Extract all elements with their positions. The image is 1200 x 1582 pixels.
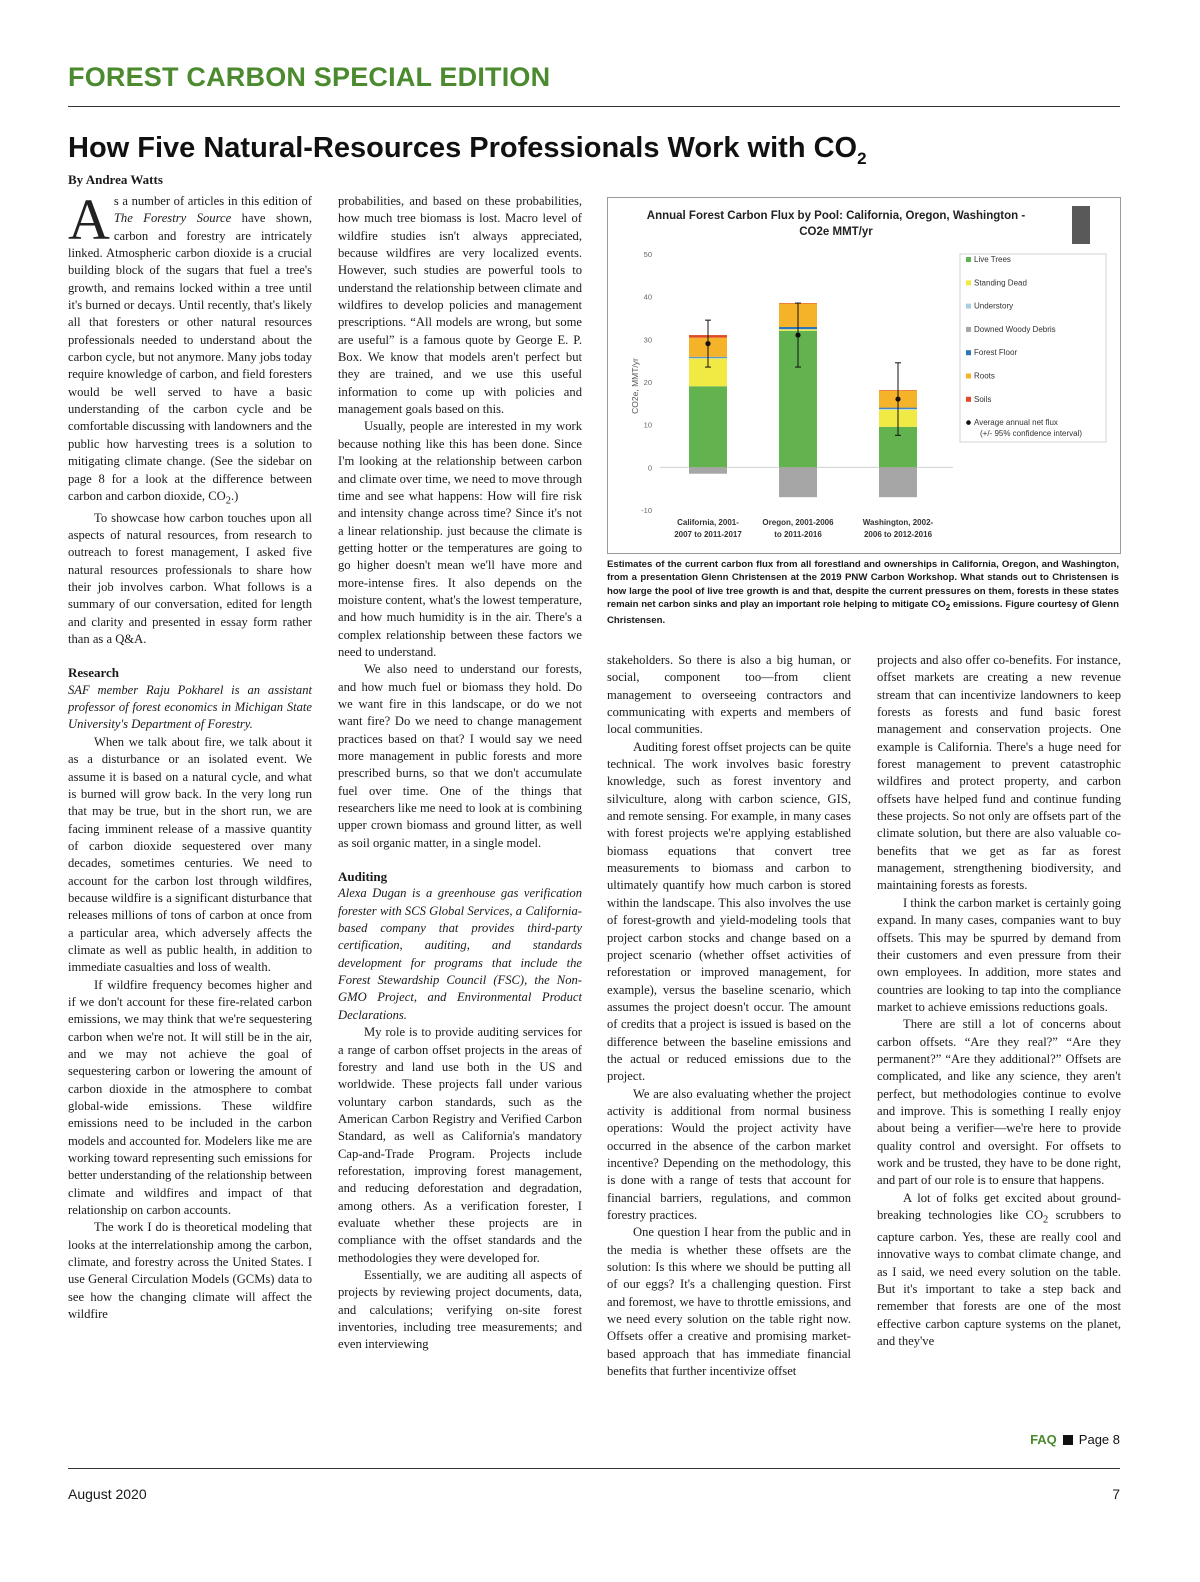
square-bullet-icon: [1063, 1435, 1073, 1445]
x-category-label: Washington, 2002-: [862, 518, 934, 527]
header-rule: [68, 106, 1120, 107]
intro-text-a: s a number of articles in this edition of: [113, 194, 312, 208]
caption-text-b: emissions. Figure courtesy of Glenn Christensen.: [607, 598, 1119, 627]
intro-text-end: .): [230, 488, 239, 503]
paragraph: I think the carbon market is certainly going expand. In many cases, companies want to buy offsets. This may be spurred by demand from their customers and even pressure from their own employees. In addition, more states and countries are looking to tap into the compliance market to achieve emissions reductions goals.: [877, 895, 1121, 1014]
net-flux-point: [895, 396, 900, 401]
title-text: How Five Natural-Resources Professionals Work with CO: [68, 132, 858, 164]
auditing-intro: Alexa Dugan is a greenhouse gas verification forester with SCS Global Services, a California-based company that provides third-party certification, auditing, and standards development for programs that include the Forest Stewardship Council (FSC), the Non-GMO Project, and Environmental Product Declarations.: [338, 886, 582, 1022]
paragraph: My role is to provide auditing services for a range of carbon offset projects in the areas of forestry and land use both in the US and worldwide. These projects fall under various voluntary carbon standards, such as the American Carbon Registry and Verified Carbon Standard, as well as California's mandatory Cap-and-Trade Program. Projects include reforestation, improving forest management, and reducing deforestation and degradation, among others. As a verification forester, I evaluate whether these projects are in compliance with the offset standards and the methodologies they were developed for.: [338, 1025, 582, 1265]
y-tick-label: 20: [643, 378, 652, 387]
legend-label: Understory: [974, 301, 1014, 311]
x-category-label: 2006 to 2012-2016: [863, 530, 933, 539]
legend-label: Roots: [974, 371, 995, 381]
text-b: scrubbers to capture carbon. Yes, these are really cool and innovative ways to combat climate change, and as I said, we need every solution on the table. But it's important to take a step back and remember that forests are one of the most effective carbon capture systems on the planet, and they've: [877, 1208, 1121, 1348]
legend-label: Downed Woody Debris: [974, 324, 1056, 334]
intro-subscript: 2: [225, 495, 231, 507]
y-tick-label: 0: [647, 463, 652, 473]
x-category-label: Oregon, 2001-2006: [762, 518, 834, 527]
legend-label: Forest Floor: [974, 348, 1018, 358]
x-category-label: to 2011-2016: [774, 530, 822, 539]
legend-swatch: [966, 374, 971, 379]
research-intro: SAF member Raju Pokharel is an assistant professor of forest economics in Michigan State University's Department of Forestry.: [68, 682, 312, 732]
paragraph: We also need to understand our forests, and how much fuel or biomass they hold. Do we want fire in this landscape, or do we not want fire? Do we need to change management practices based on that? I would say we need more management in public forests and more prescribed burns, so that we don't accumulate fuel over time. One of the things that researchers like me need to look at is combining upper crown biomass and ground litter, as well as soil organic matter, in a single model.: [338, 662, 582, 850]
legend-swatch: [966, 257, 971, 262]
chart-figure: [607, 197, 1121, 554]
chart-caption: [607, 558, 1119, 627]
legend-label: Standing Dead: [974, 278, 1027, 288]
paragraph: If wildfire frequency becomes higher and if we don't account for these fire-related carbon emissions, we may think that we're sequestering carbon when we're not. It will still be in the air, and we may not achieve the goal of sequestering carbon or lowering the amount of carbon dioxide in the atmosphere to combat global-wide emissions. These wildfire emissions need to be included in the carbon models and accounted for. Modelers like me are working toward representing such emissions for better understanding of the relationship between climate and wildfires and impact of that relationship on carbon accounts.: [68, 977, 312, 1218]
paragraph: [877, 1190, 1121, 1351]
issue-date: August 2020: [68, 1486, 147, 1502]
legend-swatch: [966, 397, 971, 402]
paragraph: stakeholders. So there is also a big human, or social, component too—from client management to overseeing contractors and communicating with experts and members of local communities.: [607, 653, 851, 737]
caption-subscript: 2: [945, 602, 951, 612]
faq-page[interactable]: Page 8: [1078, 1432, 1120, 1447]
drop-cap: A: [68, 187, 110, 252]
text-a: A lot of folks get excited about ground-breaking technologies like CO: [877, 1190, 1121, 1222]
legend-net-flux-marker: [966, 420, 971, 425]
net-flux-point: [705, 341, 710, 346]
chart-title-marker: [1072, 206, 1090, 244]
paragraph: We are also evaluating whether the project activity is additional from normal business operations: Would the project activity have occurred in the absence of the carbon market incentive? Depending on the methodology, this is done with a range of tests that account for financial barriers, regulations, and common forestry practices.: [607, 1086, 851, 1222]
y-axis-label: CO2e, MMT/yr: [630, 358, 640, 414]
column-4: [877, 652, 1121, 1350]
paragraph: When we talk about fire, we talk about it as a disturbance or an isolated event. We assume it is based on a natural cycle, and what is burned will grow back. In the very long run that may be true, but in the short run, we are facing imminent release of a massive quantity of carbon dioxide sequestered over many decades, sometimes centuries. We need to account for the carbon lost through wildfires, because wildfire is a significant disturbance that releases millions of tons of carbon at once from a particular area, which adversely affects the climate as well as public health, in addition to immediate casualties and loss of wealth.: [68, 734, 312, 975]
paragraph: probabilities, and based on these probabilities, how much tree biomass is lost. Macro level of wildfire studies isn't always appreciated, because wildfires are very localized events. However, such studies are powerful tools to understand the relationship between climate and wildfires to develop policies and management prescriptions. “All models are wrong, but some are useful” is a famous quote by George E. P. Box. We know that models aren't perfect but they are trained, and we use this useful information to come up with policies and management goals based on this.: [338, 194, 582, 417]
paragraph: Auditing forest offset projects can be quite technical. The work involves basic forestry knowledge, such as forest inventory and silviculture, along with carbon science, GIS, and remote sensing. For example, in many cases with forest projects we're applying established biomass equations that convert tree measurements to biomass and carbon to ultimately quantify how much carbon is stored within the landscape. This also involves the use of forest-growth and yield-modeling tools that project carbon stocks and change based on a project scenario (whether offset activities of reforestation or improved management, for example), versus the baseline scenario, which assumes the project doesn't occur. The amount of credits that a project is issued is based on the difference between the baseline emissions and the actual or reduced emissions due to the project.: [607, 739, 851, 1084]
faq-continuation[interactable]: [1030, 1432, 1120, 1447]
paragraph: The work I do is theoretical modeling that looks at the interrelationship among the carbon, climate, and forestry across the United States. I use General Circulation Models (GCMs) data to see how the changing climate will affect the wildfire: [68, 1220, 312, 1322]
legend-swatch: [966, 280, 971, 285]
page-number: 7: [1112, 1486, 1120, 1502]
caption-text-a: Estimates of the current carbon flux from all forestland and ownerships in California, Oregon, and Washington, from a presentation Glenn Christensen at the 2019 PNW Carbon Workshop. What stands out to Christensen is how large the pool of live tree growth is and that, despite the current pressures on them, forests in these states remain net carbon sinks and play an important role helping to mitigate CO: [607, 559, 1119, 610]
intro-text-b: have shown, carbon and forestry are intricately linked. Atmospheric carbon dioxide is a crucial building block of the sugars that fuel a tree's growth, and remains locked within a tree until it's burned or decays. Until recently, that's likely all that foresters or other natural resources professionals needed to understand about the carbon cycle, but not anymore. Many jobs today require knowledge of carbon, and field foresters would be well served to have a basic understanding of the carbon cycle and be comfortable discussing with landowners and the public how harvesting trees is a solution to mitigating climate change. (See the sidebar on page 8 for a look at the difference between carbon and carbon dioxide, CO: [68, 211, 312, 503]
paragraph: projects and also offer co-benefits. For instance, offset markets are creating a new revenue stream that can incentivize landowners to keep forests as forests and fund basic forest management and conservation projects. One example is California. There's a huge need for forest management to prevent catastrophic wildfires and protect property, and carbon offsets have helped fund and continue funding these projects. So not only are offsets part of the climate solution, but there are also valuable co-benefits that we get as far as forest management, strengthening biodiversity, and maintaining forests as forests.: [877, 653, 1121, 893]
bar-downed-woody-debris: [689, 467, 727, 473]
legend-label: Average annual net flux: [974, 418, 1058, 428]
bar-downed-woody-debris: [779, 467, 817, 497]
carbon-flux-chart: [608, 198, 1120, 553]
article-title: [68, 132, 867, 169]
paragraph: Usually, people are interested in my work because nothing like this has been done. Since I'm looking at the relationship between carbon and climate over time, we need to move through time and see what happens: How will fire risk and intensity change across time? Since it's not a linear relationship. just because the climate is getting hotter or the temperatures are going to go higher doesn't mean we'll have more and more-intense fires. It also depends on the moisture content, what's the lowest temperature, and how much humidity is in the air. There's a complex relationship between these factors we need to understand.: [338, 419, 582, 659]
legend-swatch: [966, 327, 971, 332]
subscript: 2: [1043, 1214, 1049, 1226]
faq-label[interactable]: FAQ: [1030, 1432, 1057, 1447]
column-3: [607, 652, 851, 1380]
bar-downed-woody-debris: [879, 467, 917, 497]
x-category-label: California, 2001-: [677, 518, 739, 527]
net-flux-point: [795, 332, 800, 337]
y-tick-label: -10: [641, 506, 652, 515]
legend-label: Live Trees: [974, 255, 1011, 264]
legend-swatch: [966, 304, 971, 309]
footer-rule: [68, 1468, 1120, 1469]
y-tick-label: 40: [643, 292, 652, 302]
research-heading: Research: [68, 665, 120, 681]
paragraph: One question I hear from the public and in the media is whether these offsets are the solution: Is this where we should be putting all of our eggs? It's a challenging question. First and foremost, we have to throttle emissions, and we need every solution on the table right now. Offsets offer a creative and promising market-based approach that has immediate financial benefits that further incentivize offset: [607, 1225, 851, 1379]
paragraph: To showcase how carbon touches upon all aspects of natural resources, from research to outreach to forest management, I asked five natural resources professionals to share how their job involves carbon. What follows is a summary of our conversation, edited for length and clarity and presented in essay form rather than as a Q&A.: [68, 510, 312, 647]
byline: By Andrea Watts: [68, 172, 163, 187]
section-header: FOREST CARBON SPECIAL EDITION: [68, 62, 551, 92]
y-tick-label: 30: [643, 335, 652, 345]
x-category-label: 2007 to 2011-2017: [674, 530, 742, 539]
column-1: [68, 187, 312, 1324]
title-subscript: 2: [857, 148, 867, 168]
chart-title-line-1: Annual Forest Carbon Flux by Pool: California, Oregon, Washington -: [646, 210, 1026, 222]
paragraph: There are still a lot of concerns about carbon offsets. “Are they real?” “Are they permanent?” “Are they additional?” Offsets are complicated, and like any science, they aren't perfect, but methodologies continue to evolve and improve. This is something I really enjoy about being a verifier—we're here to provide quality control and oversight. For offsets to work and be trusted, they have to be done right, and part of our role is to ensure that happens.: [877, 1017, 1121, 1188]
column-2: [338, 193, 582, 1354]
auditing-heading: Auditing: [338, 869, 388, 885]
legend-label: Soils: [974, 394, 992, 404]
paragraph: Essentially, we are auditing all aspects of projects by reviewing project documents, data, and calculations; verifying on-site forest inventories, including tree measurements; and even interviewing: [338, 1267, 582, 1352]
legend-label: (+/- 95% confidence interval): [980, 429, 1083, 439]
y-tick-label: 50: [643, 250, 652, 259]
chart-title-line-2: CO2e MMT/yr: [799, 226, 873, 238]
publication-name: The Forestry Source: [113, 211, 232, 226]
bar-live-trees: [689, 386, 727, 467]
intro-paragraph: [68, 187, 312, 510]
legend-swatch: [966, 350, 971, 355]
y-tick-label: 10: [643, 420, 652, 430]
